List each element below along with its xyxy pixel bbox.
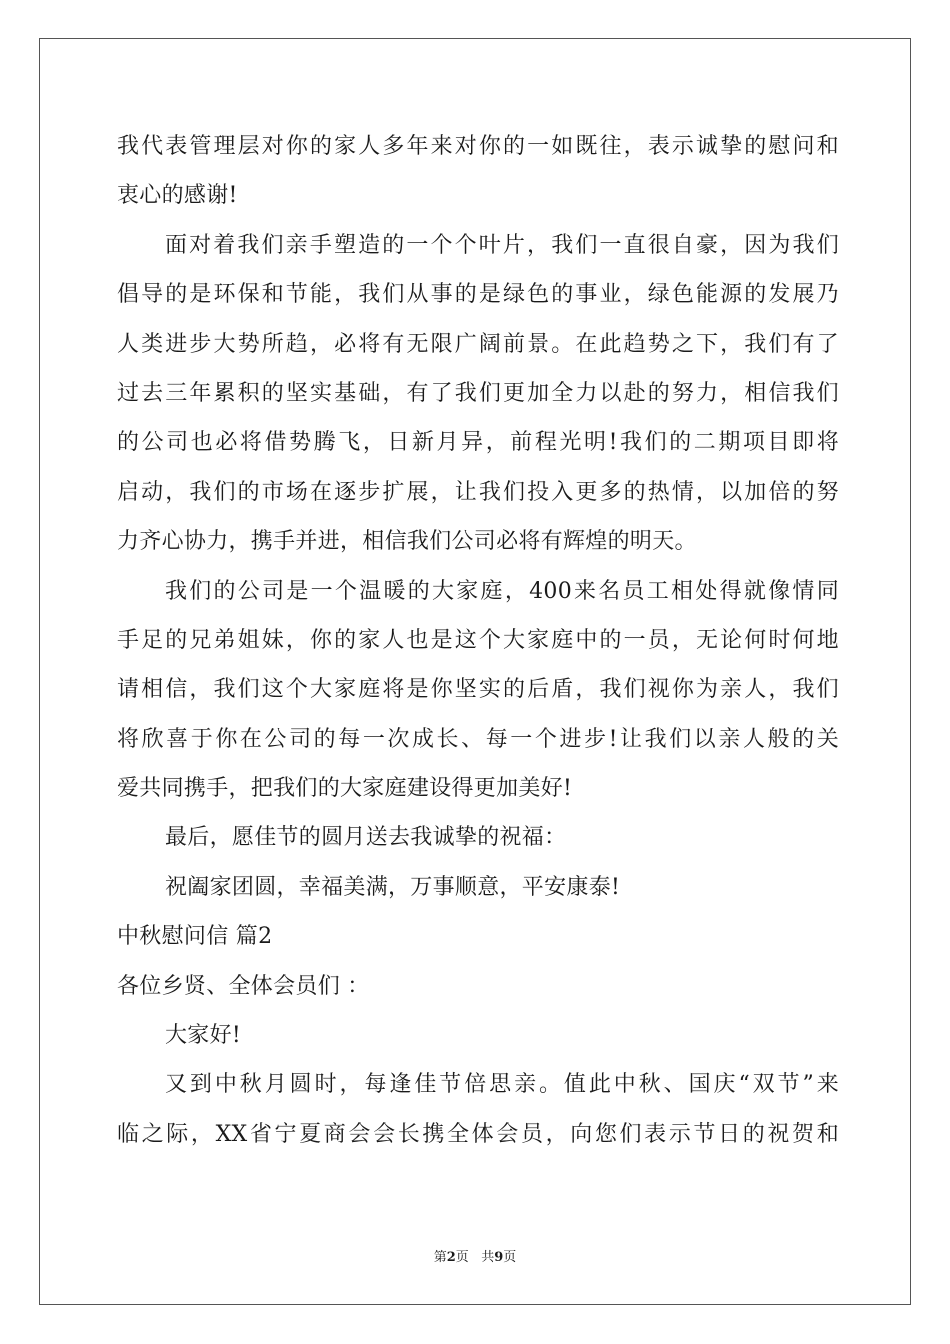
total-prefix: 共	[481, 1250, 495, 1265]
text-line: 启动，我们的市场在逐步扩展，让我们投入更多的热情，以加倍的努	[117, 479, 839, 505]
text-line: 倡导的是环保和节能，我们从事的是绿色的事业，绿色能源的发展乃	[117, 282, 839, 308]
page-suffix: 页	[455, 1250, 469, 1265]
text-line: 力齐心协力，携手并进，相信我们公司必将有辉煌的明天。	[117, 529, 697, 555]
text-line: 又到中秋月圆时，每逢佳节倍思亲。值此中秋、国庆“双节”来	[165, 1072, 839, 1098]
text-line: 临之际，XX省宁夏商会会长携全体会员，向您们表示节日的祝贺和	[117, 1121, 839, 1147]
text-line: 大家好!	[165, 1023, 242, 1049]
text-line: 面对着我们亲手塑造的一个个叶片，我们一直很自豪，因为我们	[165, 232, 839, 258]
text-line: 祝阖家团圆，幸福美满，万事顺意，平安康泰!	[165, 874, 621, 900]
text-line: 过去三年累积的坚实基础，有了我们更加全力以赴的努力，相信我们	[117, 380, 839, 406]
text-line: 中秋慰问信 篇2	[117, 924, 273, 950]
text-line: 最后，愿佳节的圆月送去我诚挚的祝福：	[165, 825, 567, 851]
page-prefix: 第	[433, 1250, 447, 1265]
text-line: 各位乡贤、全体会员们 ：	[117, 973, 370, 999]
text-line: 将欣喜于你在公司的每一次成长、每一个进步!让我们以亲人般的关	[117, 726, 839, 752]
text-line: 请相信，我们这个大家庭将是你坚实的后盾，我们视你为亲人，我们	[117, 677, 839, 703]
text-line: 手足的兄弟姐妹，你的家人也是这个大家庭中的一员，无论何时何地	[117, 627, 839, 653]
text-line: 我代表管理层对你的家人多年来对你的一如既往，表示诚挚的慰问和	[117, 134, 839, 159]
page-footer	[0, 1246, 950, 1265]
current-page-number: 2	[446, 1250, 456, 1265]
document-body	[117, 122, 839, 1159]
text-line: 衷心的感谢!	[117, 183, 238, 209]
text-line: 人类进步大势所趋，必将有无限广阔前景。在此趋势之下，我们有了	[117, 331, 839, 357]
text-line: 的公司也必将借势腾飞，日新月异，前程光明!我们的二期项目即将	[117, 430, 839, 456]
total-page-number: 9	[494, 1250, 504, 1265]
text-line: 我们的公司是一个温暖的大家庭，400来名员工相处得就像情同	[165, 578, 839, 604]
text-line: 爱共同携手，把我们的大家庭建设得更加美好!	[117, 776, 573, 802]
total-suffix: 页	[503, 1250, 517, 1265]
